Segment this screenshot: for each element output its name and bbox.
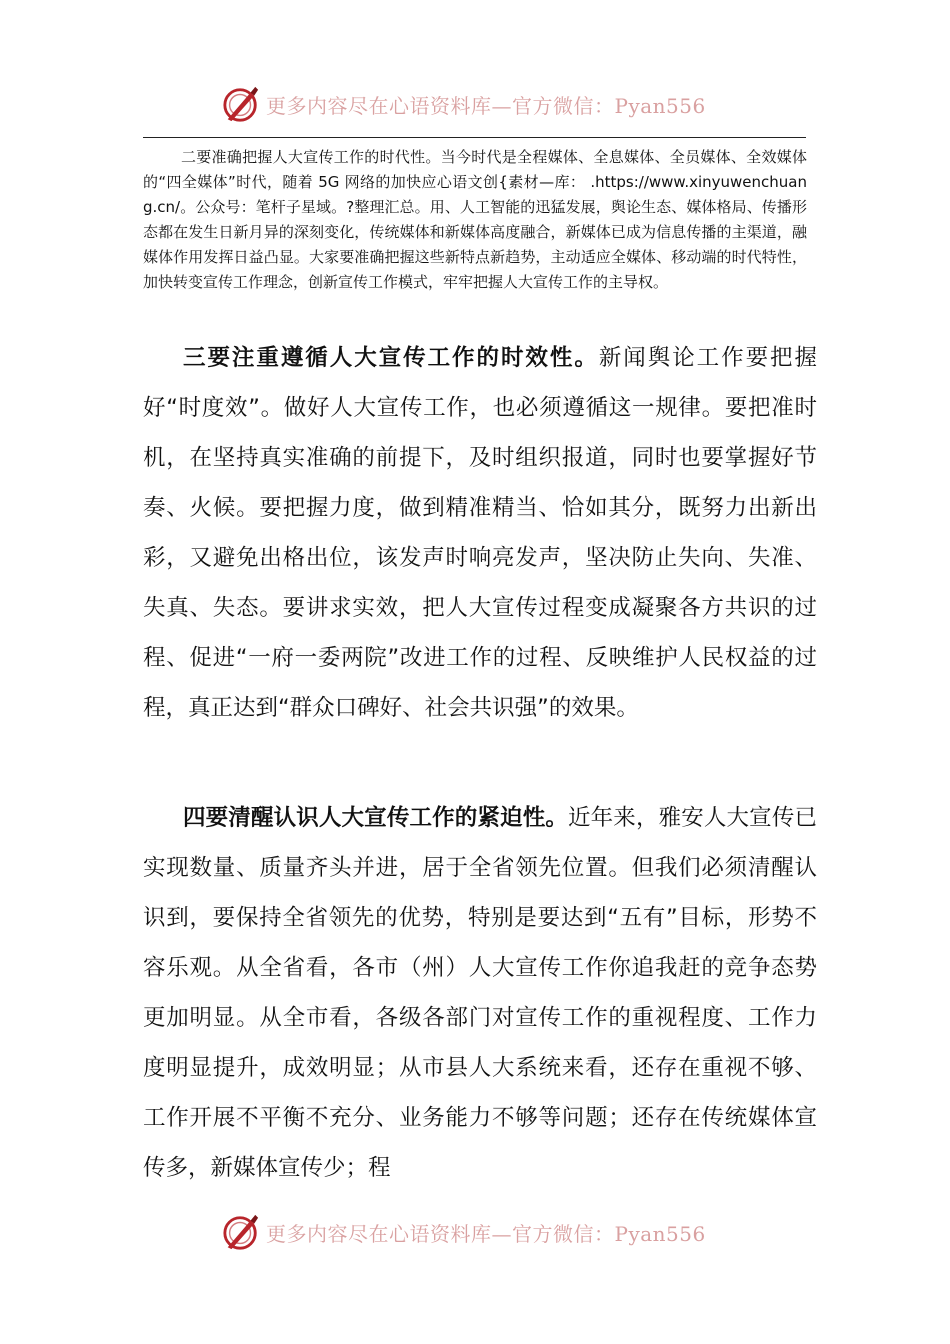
header-banner xyxy=(222,82,706,126)
paragraph-3-body: 新闻舆论工作要把握好“时度效”。做好人大宣传工作，也必须遵循这一规律。要把准时机，在坚持真实准确的前提下，及时组织报道，同时也要掌握好节奏、火候。要把握力度，做到精准精当、恰如其分，既努力出新出彩，又避免出格出位，该发声时响亮发声，坚决防止失向、失准、失真、失态。要讲求实效，把人大宣传过程变成凝聚各方共识的过程、促进“一府一委两院”改进工作的过程、反映维护人民权益的过程，真正达到“群众口碑好、社会共识强”的效果。 xyxy=(143,345,817,721)
paragraph-3-heading: 三要注重遵循人大宣传工作的时效性。 xyxy=(183,345,599,371)
paragraph-3 xyxy=(143,333,817,733)
header-banner-text: 更多内容尽在心语资料库—官方微信：Pyan556 xyxy=(266,93,706,118)
pen-logo-icon xyxy=(222,85,260,123)
paragraph-2: 二要准确把握人大宣传工作的时代性。当今时代是全程媒体、全息媒体、全员媒体、全效媒体的“四全媒体”时代，随着 5G 网络的加快应心语文创{素材—库： .https://www.xinyuwenchuang.cn/。公众号：笔杆子星域。?整理汇总。用、人工智能的迅猛发展，舆论生态、媒体格局、传播形态都在发生日新月异的深刻变化，传统媒体和新媒体高度融合，新媒体已成为信息传播的主渠道，融媒体作用发挥日益凸显。大家要准确把握这些新特点新趋势，主动适应全媒体、移动端的时代特性，加快转变宣传工作理念，创新宣传工作模式，牢牢把握人大宣传工作的主导权。 xyxy=(143,148,807,291)
footer-banner xyxy=(222,1210,706,1254)
paragraph-4 xyxy=(143,793,817,1193)
pen-logo-icon xyxy=(222,1213,260,1251)
paragraph-4-heading: 四要清醒认识人大宣传工作的紧迫性。 xyxy=(183,805,568,831)
paragraph-4-body: 近年来，雅安人大宣传已实现数量、质量齐头并进，居于全省领先位置。但我们必须清醒认识到，要保持全省领先的优势，特别是要达到“五有”目标，形势不容乐观。从全省看，各市（州）人大宣传工作你追我赶的竞争态势更加明显。从全市看，各级各部门对宣传工作的重视程度、工作力度明显提升，成效明显；从市县人大系统来看，还存在重视不够、工作开展不平衡不充分、业务能力不够等问题；还存在传统媒体宣传多，新媒体宣传少；程 xyxy=(143,805,817,1181)
header-divider xyxy=(143,137,806,138)
footer-banner-text: 更多内容尽在心语资料库—官方微信：Pyan556 xyxy=(266,1221,706,1246)
